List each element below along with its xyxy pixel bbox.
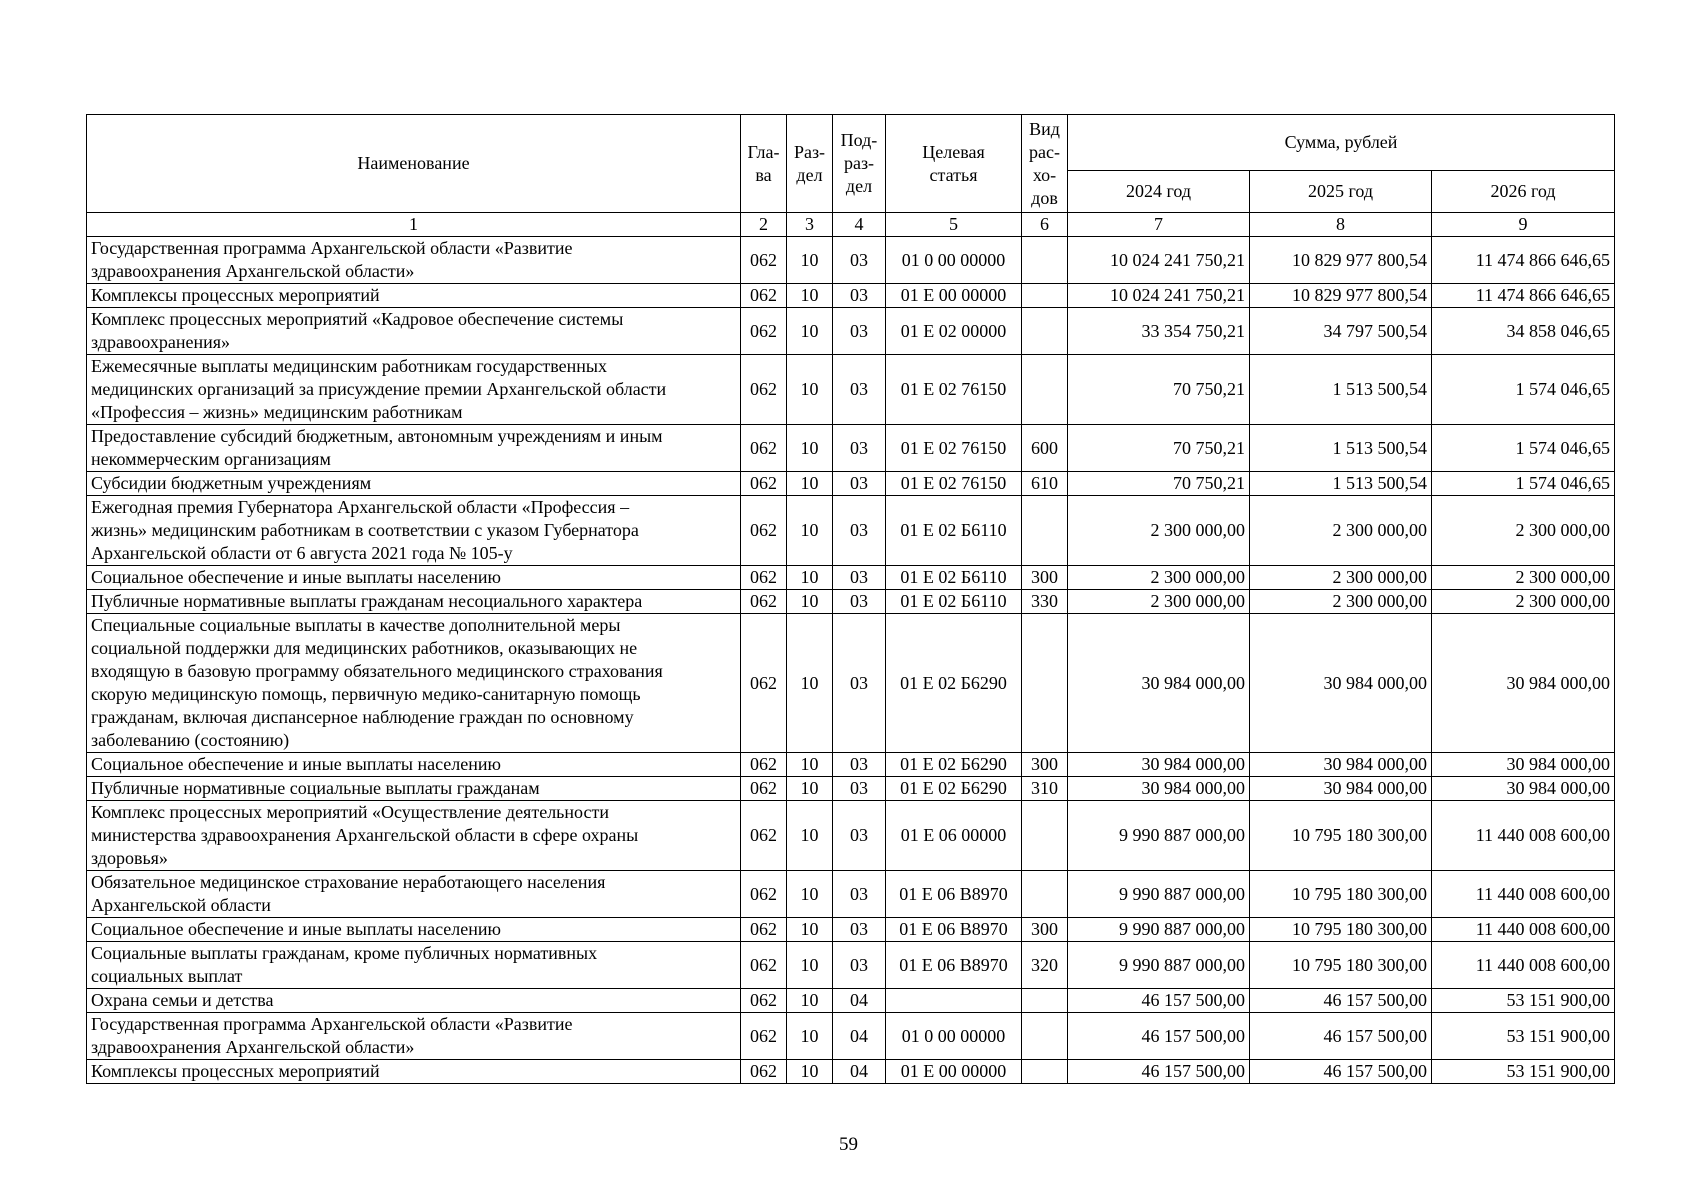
cell-podrazdel: 03 — [833, 355, 886, 425]
cell-article: 01 Е 06 00000 — [886, 801, 1022, 871]
cell-vid: 320 — [1022, 942, 1068, 989]
cell-article: 01 Е 02 76150 — [886, 472, 1022, 496]
cell-name: Обязательное медицинское страхование неработающего населения Архангельской области — [87, 871, 741, 918]
cell-vid: 610 — [1022, 472, 1068, 496]
header-podrazdel: Под- раз- дел — [833, 115, 886, 213]
cell-article: 01 Е 06 В8970 — [886, 871, 1022, 918]
cell-amount-2026: 34 858 046,65 — [1432, 308, 1615, 355]
cell-name: Государственная программа Архангельской области «Развитие здравоохранения Архангельской области» — [87, 237, 741, 284]
cell-razdel: 10 — [787, 918, 833, 942]
cell-glava: 062 — [741, 237, 787, 284]
cell-amount-2026: 2 300 000,00 — [1432, 496, 1615, 566]
cell-amount-2025: 10 829 977 800,54 — [1250, 284, 1432, 308]
cell-podrazdel: 03 — [833, 496, 886, 566]
table-row — [87, 355, 1615, 425]
cell-vid: 300 — [1022, 918, 1068, 942]
cell-amount-2025: 1 513 500,54 — [1250, 425, 1432, 472]
cell-amount-2024: 33 354 750,21 — [1068, 308, 1250, 355]
cell-article: 01 Е 02 Б6290 — [886, 753, 1022, 777]
cell-amount-2024: 2 300 000,00 — [1068, 566, 1250, 590]
cell-amount-2026: 1 574 046,65 — [1432, 425, 1615, 472]
cell-glava: 062 — [741, 496, 787, 566]
cell-name: Социальное обеспечение и иные выплаты населению — [87, 753, 741, 777]
cell-podrazdel: 03 — [833, 871, 886, 918]
cell-amount-2026: 53 151 900,00 — [1432, 989, 1615, 1013]
cell-name: Комплексы процессных мероприятий — [87, 1060, 741, 1084]
column-number: 1 — [87, 213, 741, 237]
column-number: 5 — [886, 213, 1022, 237]
column-number: 2 — [741, 213, 787, 237]
cell-vid — [1022, 801, 1068, 871]
column-number: 8 — [1250, 213, 1432, 237]
cell-article: 01 Е 00 00000 — [886, 1060, 1022, 1084]
cell-amount-2026: 2 300 000,00 — [1432, 590, 1615, 614]
cell-glava: 062 — [741, 614, 787, 753]
cell-amount-2025: 10 795 180 300,00 — [1250, 918, 1432, 942]
cell-amount-2024: 30 984 000,00 — [1068, 614, 1250, 753]
cell-vid: 330 — [1022, 590, 1068, 614]
header-sum: Сумма, рублей — [1068, 115, 1615, 171]
budget-table — [86, 114, 1615, 1084]
cell-amount-2025: 2 300 000,00 — [1250, 590, 1432, 614]
cell-amount-2024: 2 300 000,00 — [1068, 496, 1250, 566]
cell-amount-2026: 30 984 000,00 — [1432, 777, 1615, 801]
header-year-2026: 2026 год — [1432, 171, 1615, 213]
cell-article: 01 0 00 00000 — [886, 237, 1022, 284]
cell-razdel: 10 — [787, 566, 833, 590]
cell-vid — [1022, 871, 1068, 918]
cell-name: Ежемесячные выплаты медицинским работникам государственных медицинских организаций за присуждение премии Архангельской области «Профессия – жизнь» медицинским работникам — [87, 355, 741, 425]
cell-razdel: 10 — [787, 237, 833, 284]
cell-amount-2024: 9 990 887 000,00 — [1068, 801, 1250, 871]
cell-podrazdel: 03 — [833, 918, 886, 942]
cell-amount-2025: 30 984 000,00 — [1250, 614, 1432, 753]
cell-article: 01 Е 02 00000 — [886, 308, 1022, 355]
cell-glava: 062 — [741, 918, 787, 942]
cell-vid: 300 — [1022, 566, 1068, 590]
column-number: 7 — [1068, 213, 1250, 237]
cell-amount-2025: 10 795 180 300,00 — [1250, 871, 1432, 918]
cell-amount-2025: 30 984 000,00 — [1250, 753, 1432, 777]
cell-vid — [1022, 1060, 1068, 1084]
cell-article: 01 Е 02 Б6110 — [886, 566, 1022, 590]
cell-glava: 062 — [741, 355, 787, 425]
cell-podrazdel: 03 — [833, 425, 886, 472]
cell-podrazdel: 03 — [833, 753, 886, 777]
cell-article: 01 Е 06 В8970 — [886, 942, 1022, 989]
table-row — [87, 801, 1615, 871]
cell-podrazdel: 03 — [833, 566, 886, 590]
cell-article: 01 Е 02 Б6290 — [886, 614, 1022, 753]
cell-glava: 062 — [741, 942, 787, 989]
cell-article: 01 Е 02 76150 — [886, 425, 1022, 472]
cell-podrazdel: 04 — [833, 1060, 886, 1084]
cell-amount-2026: 11 440 008 600,00 — [1432, 918, 1615, 942]
table-row — [87, 472, 1615, 496]
cell-amount-2026: 1 574 046,65 — [1432, 355, 1615, 425]
cell-amount-2025: 10 795 180 300,00 — [1250, 801, 1432, 871]
cell-article — [886, 989, 1022, 1013]
cell-podrazdel: 03 — [833, 472, 886, 496]
cell-vid: 600 — [1022, 425, 1068, 472]
cell-podrazdel: 03 — [833, 777, 886, 801]
cell-article: 01 0 00 00000 — [886, 1013, 1022, 1060]
cell-podrazdel: 03 — [833, 308, 886, 355]
cell-article: 01 Е 02 Б6110 — [886, 496, 1022, 566]
cell-glava: 062 — [741, 1013, 787, 1060]
cell-amount-2026: 2 300 000,00 — [1432, 566, 1615, 590]
column-number: 9 — [1432, 213, 1615, 237]
cell-vid — [1022, 1013, 1068, 1060]
cell-amount-2026: 11 474 866 646,65 — [1432, 237, 1615, 284]
cell-name: Охрана семьи и детства — [87, 989, 741, 1013]
column-number: 6 — [1022, 213, 1068, 237]
table-row — [87, 1013, 1615, 1060]
cell-article: 01 Е 06 В8970 — [886, 918, 1022, 942]
cell-glava: 062 — [741, 566, 787, 590]
cell-glava: 062 — [741, 871, 787, 918]
cell-amount-2025: 2 300 000,00 — [1250, 566, 1432, 590]
cell-article: 01 Е 00 00000 — [886, 284, 1022, 308]
cell-podrazdel: 03 — [833, 801, 886, 871]
cell-article: 01 Е 02 Б6290 — [886, 777, 1022, 801]
table-row — [87, 614, 1615, 753]
cell-razdel: 10 — [787, 1060, 833, 1084]
header-article: Целевая статья — [886, 115, 1022, 213]
cell-name: Специальные социальные выплаты в качестве дополнительной меры социальной поддержки для медицинских работников, оказывающих не входящую в базовую программу обязательного медицинского страхования скорую медицинскую помощь, первичную медико-санитарную помощь гражданам, включая диспансерное наблюдение граждан по основному заболеванию (состоянию) — [87, 614, 741, 753]
cell-amount-2024: 46 157 500,00 — [1068, 1060, 1250, 1084]
cell-razdel: 10 — [787, 496, 833, 566]
cell-amount-2025: 10 829 977 800,54 — [1250, 237, 1432, 284]
cell-amount-2026: 1 574 046,65 — [1432, 472, 1615, 496]
table-row — [87, 496, 1615, 566]
header-glava: Гла- ва — [741, 115, 787, 213]
cell-podrazdel: 03 — [833, 284, 886, 308]
cell-podrazdel: 04 — [833, 1013, 886, 1060]
table-row — [87, 989, 1615, 1013]
cell-amount-2025: 46 157 500,00 — [1250, 1060, 1432, 1084]
cell-vid — [1022, 355, 1068, 425]
page-number: 59 — [839, 1134, 858, 1155]
cell-amount-2024: 70 750,21 — [1068, 425, 1250, 472]
cell-amount-2024: 70 750,21 — [1068, 355, 1250, 425]
cell-podrazdel: 03 — [833, 590, 886, 614]
cell-amount-2025: 10 795 180 300,00 — [1250, 942, 1432, 989]
table-row — [87, 753, 1615, 777]
cell-glava: 062 — [741, 590, 787, 614]
cell-razdel: 10 — [787, 284, 833, 308]
cell-razdel: 10 — [787, 753, 833, 777]
table-body — [87, 237, 1615, 1084]
cell-glava: 062 — [741, 425, 787, 472]
cell-name: Публичные нормативные выплаты гражданам несоциального характера — [87, 590, 741, 614]
header-razdel: Раз- дел — [787, 115, 833, 213]
table-row — [87, 777, 1615, 801]
cell-amount-2024: 2 300 000,00 — [1068, 590, 1250, 614]
cell-amount-2024: 30 984 000,00 — [1068, 753, 1250, 777]
cell-amount-2024: 70 750,21 — [1068, 472, 1250, 496]
cell-name: Субсидии бюджетным учреждениям — [87, 472, 741, 496]
cell-name: Государственная программа Архангельской области «Развитие здравоохранения Архангельской области» — [87, 1013, 741, 1060]
cell-amount-2026: 11 440 008 600,00 — [1432, 801, 1615, 871]
cell-razdel: 10 — [787, 425, 833, 472]
table-row — [87, 237, 1615, 284]
cell-amount-2025: 46 157 500,00 — [1250, 989, 1432, 1013]
cell-razdel: 10 — [787, 308, 833, 355]
cell-amount-2026: 53 151 900,00 — [1432, 1060, 1615, 1084]
cell-glava: 062 — [741, 753, 787, 777]
cell-glava: 062 — [741, 472, 787, 496]
cell-vid — [1022, 237, 1068, 284]
cell-article: 01 Е 02 Б6110 — [886, 590, 1022, 614]
table-row — [87, 308, 1615, 355]
cell-vid — [1022, 614, 1068, 753]
cell-name: Комплексы процессных мероприятий — [87, 284, 741, 308]
cell-razdel: 10 — [787, 355, 833, 425]
table-row — [87, 590, 1615, 614]
cell-amount-2024: 9 990 887 000,00 — [1068, 871, 1250, 918]
cell-razdel: 10 — [787, 472, 833, 496]
cell-name: Комплекс процессных мероприятий «Кадровое обеспечение системы здравоохранения» — [87, 308, 741, 355]
cell-vid — [1022, 284, 1068, 308]
cell-amount-2024: 9 990 887 000,00 — [1068, 942, 1250, 989]
cell-amount-2026: 11 474 866 646,65 — [1432, 284, 1615, 308]
cell-amount-2026: 30 984 000,00 — [1432, 753, 1615, 777]
column-number: 4 — [833, 213, 886, 237]
cell-razdel: 10 — [787, 942, 833, 989]
cell-glava: 062 — [741, 777, 787, 801]
cell-vid — [1022, 308, 1068, 355]
table-row — [87, 425, 1615, 472]
cell-razdel: 10 — [787, 614, 833, 753]
header-year-2024: 2024 год — [1068, 171, 1250, 213]
cell-amount-2024: 10 024 241 750,21 — [1068, 284, 1250, 308]
cell-vid — [1022, 496, 1068, 566]
cell-podrazdel: 03 — [833, 614, 886, 753]
cell-glava: 062 — [741, 989, 787, 1013]
table-row — [87, 871, 1615, 918]
column-number-row — [87, 213, 1615, 237]
cell-glava: 062 — [741, 284, 787, 308]
cell-razdel: 10 — [787, 871, 833, 918]
cell-amount-2026: 30 984 000,00 — [1432, 614, 1615, 753]
column-number: 3 — [787, 213, 833, 237]
table-row — [87, 566, 1615, 590]
table-header — [87, 115, 1615, 237]
cell-amount-2025: 2 300 000,00 — [1250, 496, 1432, 566]
cell-amount-2025: 1 513 500,54 — [1250, 355, 1432, 425]
cell-amount-2025: 1 513 500,54 — [1250, 472, 1432, 496]
cell-podrazdel: 04 — [833, 989, 886, 1013]
cell-razdel: 10 — [787, 590, 833, 614]
cell-name: Социальные выплаты гражданам, кроме публичных нормативных социальных выплат — [87, 942, 741, 989]
table-row — [87, 918, 1615, 942]
cell-amount-2025: 30 984 000,00 — [1250, 777, 1432, 801]
cell-name: Публичные нормативные социальные выплаты гражданам — [87, 777, 741, 801]
cell-amount-2025: 34 797 500,54 — [1250, 308, 1432, 355]
header-year-2025: 2025 год — [1250, 171, 1432, 213]
table-row — [87, 284, 1615, 308]
cell-razdel: 10 — [787, 1013, 833, 1060]
cell-glava: 062 — [741, 1060, 787, 1084]
cell-amount-2024: 10 024 241 750,21 — [1068, 237, 1250, 284]
cell-razdel: 10 — [787, 777, 833, 801]
cell-podrazdel: 03 — [833, 942, 886, 989]
cell-vid: 300 — [1022, 753, 1068, 777]
cell-name: Социальное обеспечение и иные выплаты населению — [87, 918, 741, 942]
cell-article: 01 Е 02 76150 — [886, 355, 1022, 425]
cell-amount-2024: 46 157 500,00 — [1068, 1013, 1250, 1060]
cell-name: Предоставление субсидий бюджетным, автономным учреждениям и иным некоммерческим организациям — [87, 425, 741, 472]
cell-glava: 062 — [741, 308, 787, 355]
cell-vid — [1022, 989, 1068, 1013]
cell-vid: 310 — [1022, 777, 1068, 801]
cell-name: Социальное обеспечение и иные выплаты населению — [87, 566, 741, 590]
cell-glava: 062 — [741, 801, 787, 871]
cell-amount-2026: 53 151 900,00 — [1432, 1013, 1615, 1060]
cell-amount-2024: 9 990 887 000,00 — [1068, 918, 1250, 942]
cell-amount-2026: 11 440 008 600,00 — [1432, 942, 1615, 989]
header-name: Наименование — [87, 115, 741, 213]
cell-name: Ежегодная премия Губернатора Архангельской области «Профессия – жизнь» медицинским работникам в соответствии с указом Губернатора Архангельской области от 6 августа 2021 года № 105-у — [87, 496, 741, 566]
cell-podrazdel: 03 — [833, 237, 886, 284]
header-vid: Вид рас- хо- дов — [1022, 115, 1068, 213]
cell-amount-2024: 46 157 500,00 — [1068, 989, 1250, 1013]
cell-razdel: 10 — [787, 989, 833, 1013]
cell-razdel: 10 — [787, 801, 833, 871]
cell-amount-2025: 46 157 500,00 — [1250, 1013, 1432, 1060]
cell-name: Комплекс процессных мероприятий «Осуществление деятельности министерства здравоохранения Архангельской области в сфере охраны здоровья» — [87, 801, 741, 871]
cell-amount-2024: 30 984 000,00 — [1068, 777, 1250, 801]
cell-amount-2026: 11 440 008 600,00 — [1432, 871, 1615, 918]
table-row — [87, 1060, 1615, 1084]
table-row — [87, 942, 1615, 989]
